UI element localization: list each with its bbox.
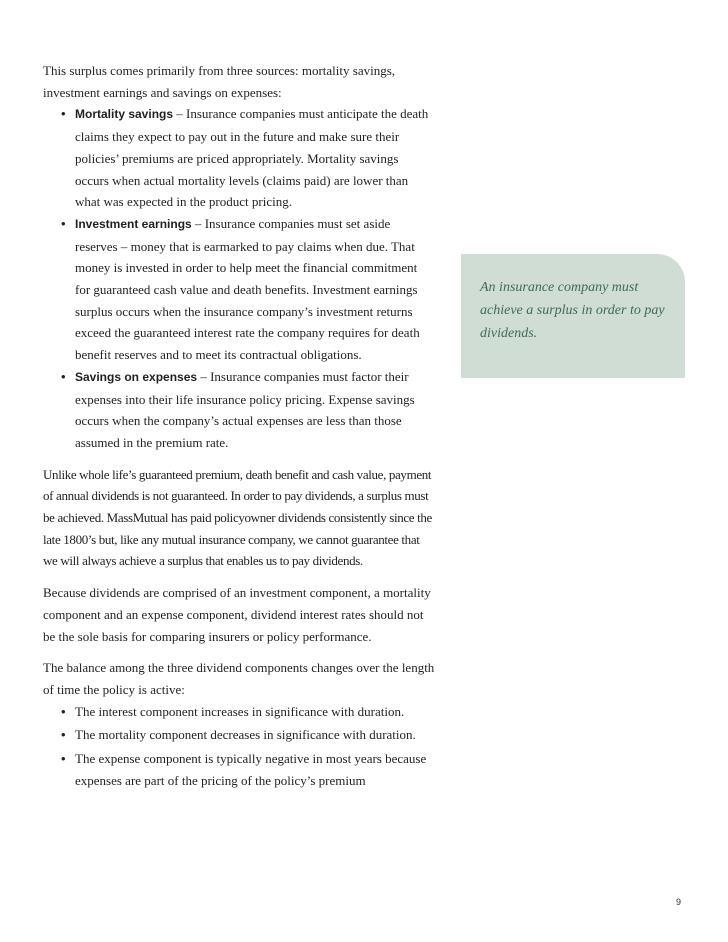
guarantee-paragraph: Unlike whole life’s guaranteed premium, death benefit and cash value, payment of annual dividends is not guaranteed. In order to pay dividends, a surplus must be achieved. MassMutual has paid policyowner dividends consistently since the late 1800’s but, like any mutual insurance company, we cannot guarantee that we will always achieve a surplus that enables us to pay dividends. xyxy=(43,466,432,569)
dividend-components-list xyxy=(43,701,435,792)
term-savings-on-expenses: Savings on expenses xyxy=(75,369,198,384)
page-number: 9 xyxy=(676,897,682,907)
term-investment-earnings: Investment earnings xyxy=(75,216,192,231)
term-mortality-savings: Mortality savings xyxy=(75,107,174,122)
main-column xyxy=(43,60,435,794)
desc-investment-earnings: – Insurance companies must set aside reserves – money that is earmarked to pay claims when due. That money is invested in order to help meet the financial commitment for guaranteed cash value and death benefits. Investment earnings surplus occurs when the insurance company’s investment returns exceed the guaranteed interest rate the company requires for death benefit reserves and to meet its contractual obligations. xyxy=(75,215,420,363)
components-paragraph: Because dividends are comprised of an investment component, a mortality component and an expense component, dividend interest rates should not be the sole basis for comparing insurers or policy performance. xyxy=(43,585,431,644)
list-item-expense-component: • The expense component is typically negative in most years because expenses are part of the pricing of the policy’s premium xyxy=(43,748,435,791)
pull-quote-text: An insurance company must achieve a surplus in order to pay dividends. xyxy=(480,280,665,341)
list-item-interest-component: • The interest component increases in significance with duration. xyxy=(43,701,435,723)
desc-mortality-savings: – Insurance companies must anticipate the death claims they expect to pay out in the future and make sure their policies’ premiums are priced appropriately. Mortality savings occurs when actual mortality levels (claims paid) are lower than what was expected in the product pricing. xyxy=(75,106,429,210)
list-item-mortality-component: • The mortality component decreases in significance with duration. xyxy=(43,724,435,746)
desc-savings-on-expenses: – Insurance companies must factor their expenses into their life insurance policy pricing. Expense savings occurs when the company’s actual expenses are less than those assumed in the premium rate. xyxy=(75,368,415,450)
list-item-investment-earnings xyxy=(43,213,435,366)
intro-paragraph: This surplus comes primarily from three sources: mortality savings, investment earnings and savings on expenses: xyxy=(43,63,396,100)
balance-paragraph: The balance among the three dividend components changes over the length of time the policy is active: xyxy=(43,660,435,697)
list-item-savings-on-expenses xyxy=(43,366,435,454)
list-item-mortality-savings xyxy=(43,103,435,213)
surplus-sources-list xyxy=(43,103,435,453)
pull-quote-box xyxy=(461,254,685,378)
